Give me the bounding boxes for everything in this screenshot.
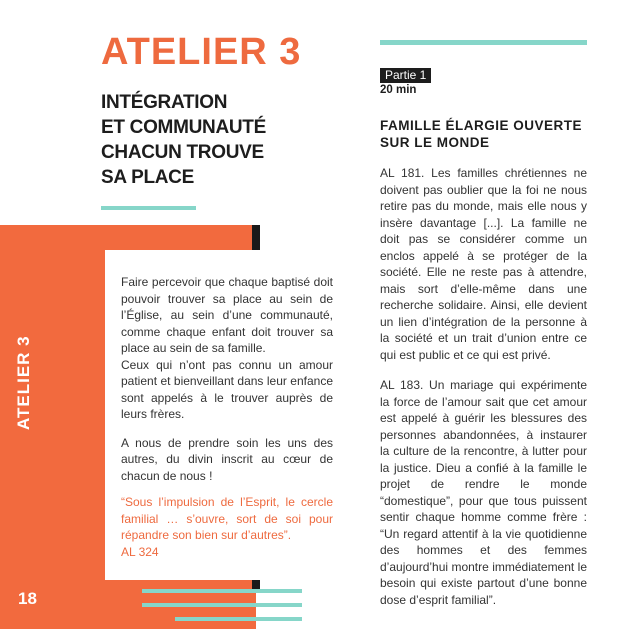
subtitle-line: SA PLACE bbox=[101, 167, 194, 188]
decorative-line bbox=[175, 617, 302, 621]
intro-paragraph: Ceux qui n’ont pas connu un amour patient et bienveillant dans leur enfance sont appelés à le trouver auprès de leurs frères. bbox=[121, 357, 333, 421]
partie-badge: Partie 1 bbox=[380, 68, 431, 83]
decorative-line bbox=[142, 603, 302, 607]
subtitle-line: CHACUN TROUVE bbox=[101, 142, 264, 163]
intro-card-text bbox=[121, 274, 333, 560]
quote-text: “Sous l’impulsion de l’Esprit, le cercle familial … s’ouvre, sort de soi pour répandre son bien sur d’autres”. bbox=[121, 495, 333, 542]
vertical-atelier-label: ATELIER 3 bbox=[14, 335, 33, 430]
body-paragraph: AL 181. Les familles chrétiennes ne doivent pas oublier que la foi ne nous retire pas du monde, mais elle nous y insère davantage [...]. La famille ne doit pas se considérer comme un enclos appelé à se protéger de la société. Elle ne reste pas à attendre, mais sort d’elle-même dans une recherche solidaire. Ainsi, elle devient un lien d’intégration de la personne à la société et un trait d’union entre ce qui est public et ce qui est privé. bbox=[380, 166, 587, 362]
subtitle-line: INTÉGRATION bbox=[101, 92, 228, 113]
section-title: FAMILLE ÉLARGIE OUVERTE SUR LE MONDE bbox=[380, 118, 583, 150]
atelier-title: ATELIER 3 bbox=[101, 31, 302, 73]
body-paragraph: AL 183. Un mariage qui expérimente la force de l’amour sait que cet amour est appelé à guérir les blessures des personnes abandonnées, à instaurer la culture de la rencontre, à lutter pour la justice. Dieu a confié à la famille le projet de rendre le monde “domestique”, pour que tous puissent sentir chaque homme comme frère : “Un regard attentif à la vie quotidienne des hommes et des femmes d’aujourd’hui montre immédiatement le besoin qui existe partout d’une bonne dose d’esprit familial”. bbox=[380, 378, 587, 607]
decorative-line bbox=[142, 589, 302, 593]
page-number: 18 bbox=[18, 589, 37, 608]
subtitle-line: ET COMMUNAUTÉ bbox=[101, 117, 266, 138]
duration-label: 20 min bbox=[380, 84, 417, 96]
intro-paragraph: Faire percevoir que chaque baptisé doit pouvoir trouver sa place au sein de l’Église, au sein d’une communauté, comme chaque enfant doit trouver sa place au sein de sa famille. bbox=[121, 275, 333, 355]
right-top-divider bbox=[380, 40, 587, 45]
atelier-subtitle bbox=[101, 90, 301, 190]
quote-reference: AL 324 bbox=[121, 544, 159, 559]
header-divider bbox=[101, 206, 196, 210]
quote-block bbox=[121, 494, 333, 560]
section-body bbox=[380, 165, 587, 608]
intro-paragraph: A nous de prendre soin les uns des autres, du divin inscrit au cœur de chacun de nous ! bbox=[121, 435, 333, 483]
